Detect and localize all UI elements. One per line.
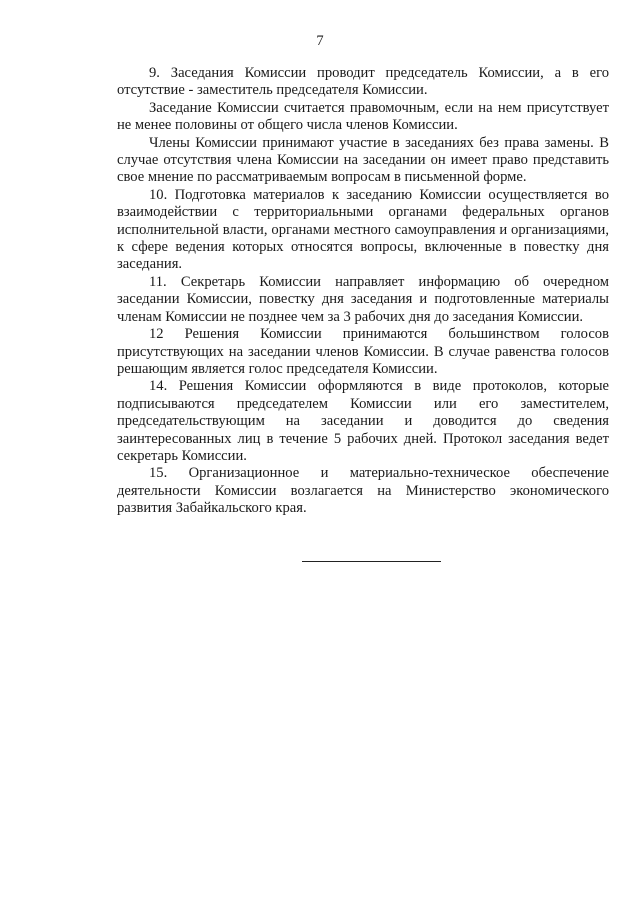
- paragraph-10: 10. Подготовка материалов к заседанию Комиссии осуществляется во взаимодействии с территориальными органами федеральных органов исполнительной власти, органами местного самоуправления и организациями, к сфере ведения которых относятся вопросы, включенные в повестку дня заседания.: [117, 186, 609, 273]
- paragraph-quorum: Заседание Комиссии считается правомочным, если на нем присутствует не менее половины от общего числа членов Комиссии.: [117, 99, 609, 134]
- end-separator-line: [302, 561, 441, 562]
- paragraph-14: 14. Решения Комиссии оформляются в виде протоколов, которые подписываются председателем Комиссии или его заместителем, председательствующим на заседании и доводится до сведения заинтересованных лиц в течение 5 рабочих дней. Протокол заседания ведет секретарь Комиссии.: [117, 378, 609, 464]
- paragraph-12: 12 Решения Комиссии принимаются большинством голосов присутствующих на заседании членов Комиссии. В случае равенства голосов решающим является голос председателя Комиссии.: [117, 326, 609, 377]
- paragraph-15: 15. Организационное и материально-техническое обеспечение деятельности Комиссии возлагается на Министерство экономического развития Забайкальского края.: [117, 465, 609, 517]
- paragraph-11: 11. Секретарь Комиссии направляет информацию об очередном заседании Комиссии, повестку дня заседания и подготовленные материалы членам Комиссии не позднее чем за 3 рабочих дня до заседания Комиссии.: [117, 273, 609, 325]
- paragraph-members: Члены Комиссии принимают участие в заседаниях без права замены. В случае отсутствия члена Комиссии на заседании он имеет право представить свое мнение по рассматриваемым вопросам в письменной форме.: [117, 134, 609, 186]
- document-body: [117, 65, 609, 518]
- page-number: 7: [316, 33, 324, 49]
- paragraph-9: 9. Заседания Комиссии проводит председатель Комиссии, а в его отсутствие - заместитель председателя Комиссии.: [117, 65, 609, 99]
